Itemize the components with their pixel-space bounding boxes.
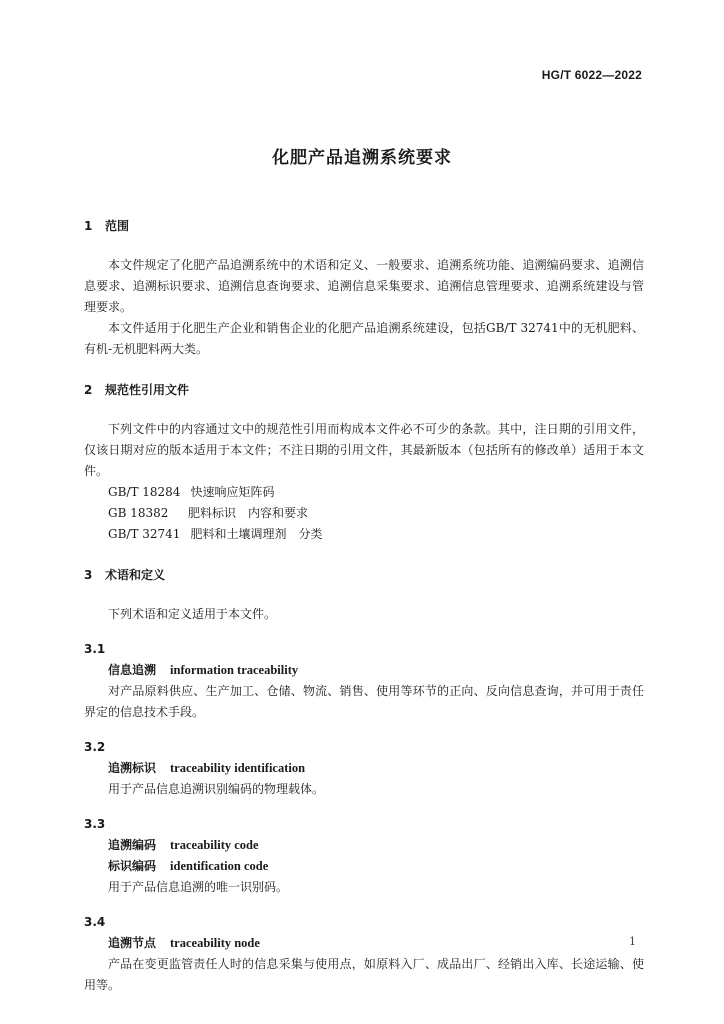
term-en: traceability identification — [170, 761, 306, 775]
paragraph: 下列术语和定义适用于本文件。 — [108, 607, 277, 621]
term-en: identification code — [170, 859, 269, 873]
term-name — [84, 660, 644, 681]
term-en: traceability code — [170, 838, 259, 852]
reference-item — [84, 482, 644, 503]
term-zh: 信息追溯 — [108, 663, 157, 677]
term-name-alt — [84, 856, 644, 877]
paragraph: 下列文件中的内容通过文中的规范性引用而构成本文件必不可少的条款。其中，注日期的引用文件，仅该日期对应的版本适用于本文件；不注日期的引用文件，其最新版本（包括所有的修改单）适用于本文件。 — [84, 422, 644, 478]
term-zh: 标识编码 — [108, 859, 157, 873]
reference-name: 肥料标识 内容和要求 — [188, 506, 309, 520]
section-heading-scope — [84, 216, 644, 237]
reference-name: 肥料和土壤调理剂 分类 — [190, 527, 323, 541]
term-name — [84, 758, 644, 779]
reference-code: GB/T 32741 — [108, 527, 181, 541]
section-title: 范围 — [105, 219, 130, 233]
reference-item — [84, 524, 644, 545]
term-number: 3.4 — [84, 915, 106, 929]
term-zh: 追溯编码 — [108, 838, 157, 852]
reference-item — [84, 503, 644, 524]
term-en: traceability node — [170, 936, 260, 950]
section-title: 术语和定义 — [105, 568, 166, 582]
section-heading-normative-references — [84, 380, 644, 401]
section-heading-terms-definitions — [84, 565, 644, 586]
paragraph: 本文件规定了化肥产品追溯系统中的术语和定义、一般要求、追溯系统功能、追溯编码要求、追溯信息要求、追溯标识要求、追溯信息查询要求、追溯信息采集要求、追溯信息管理要求、追溯系统建设与管理要求。 — [84, 258, 644, 314]
section-number: 1 — [84, 219, 93, 233]
section-number: 2 — [84, 383, 93, 397]
term-zh: 追溯标识 — [108, 761, 157, 775]
paragraph: 本文件适用于化肥生产企业和销售企业的化肥产品追溯系统建设，包括GB/T 32741中的无机肥料、有机-无机肥料两大类。 — [84, 321, 644, 356]
term-name — [84, 933, 644, 954]
page-number: 1 — [629, 935, 636, 948]
reference-code: GB/T 18284 — [108, 485, 181, 499]
section-number: 3 — [84, 568, 93, 582]
term-number: 3.2 — [84, 740, 106, 754]
document-body — [84, 216, 644, 996]
term-zh: 追溯节点 — [108, 936, 157, 950]
section-title: 规范性引用文件 — [105, 383, 190, 397]
reference-code: GB 18382 — [108, 506, 169, 520]
term-definition: 对产品原料供应、生产加工、仓储、物流、销售、使用等环节的正向、反向信息查询，并可用于责任界定的信息技术手段。 — [84, 684, 644, 719]
term-definition: 用于产品信息追溯识别编码的物理载体。 — [108, 782, 325, 796]
term-en: information traceability — [170, 663, 299, 677]
term-definition: 产品在变更监管责任人时的信息采集与使用点，如原料入厂、成品出厂、经销出入库、长途运输、使用等。 — [84, 957, 644, 992]
page-title: 化肥产品追溯系统要求 — [272, 148, 452, 168]
reference-name: 快速响应矩阵码 — [190, 485, 275, 499]
term-number: 3.1 — [84, 642, 106, 656]
term-name — [84, 835, 644, 856]
document-code: HG/T 6022—2022 — [541, 68, 642, 82]
term-definition: 用于产品信息追溯的唯一识别码。 — [108, 880, 289, 894]
term-number: 3.3 — [84, 817, 106, 831]
